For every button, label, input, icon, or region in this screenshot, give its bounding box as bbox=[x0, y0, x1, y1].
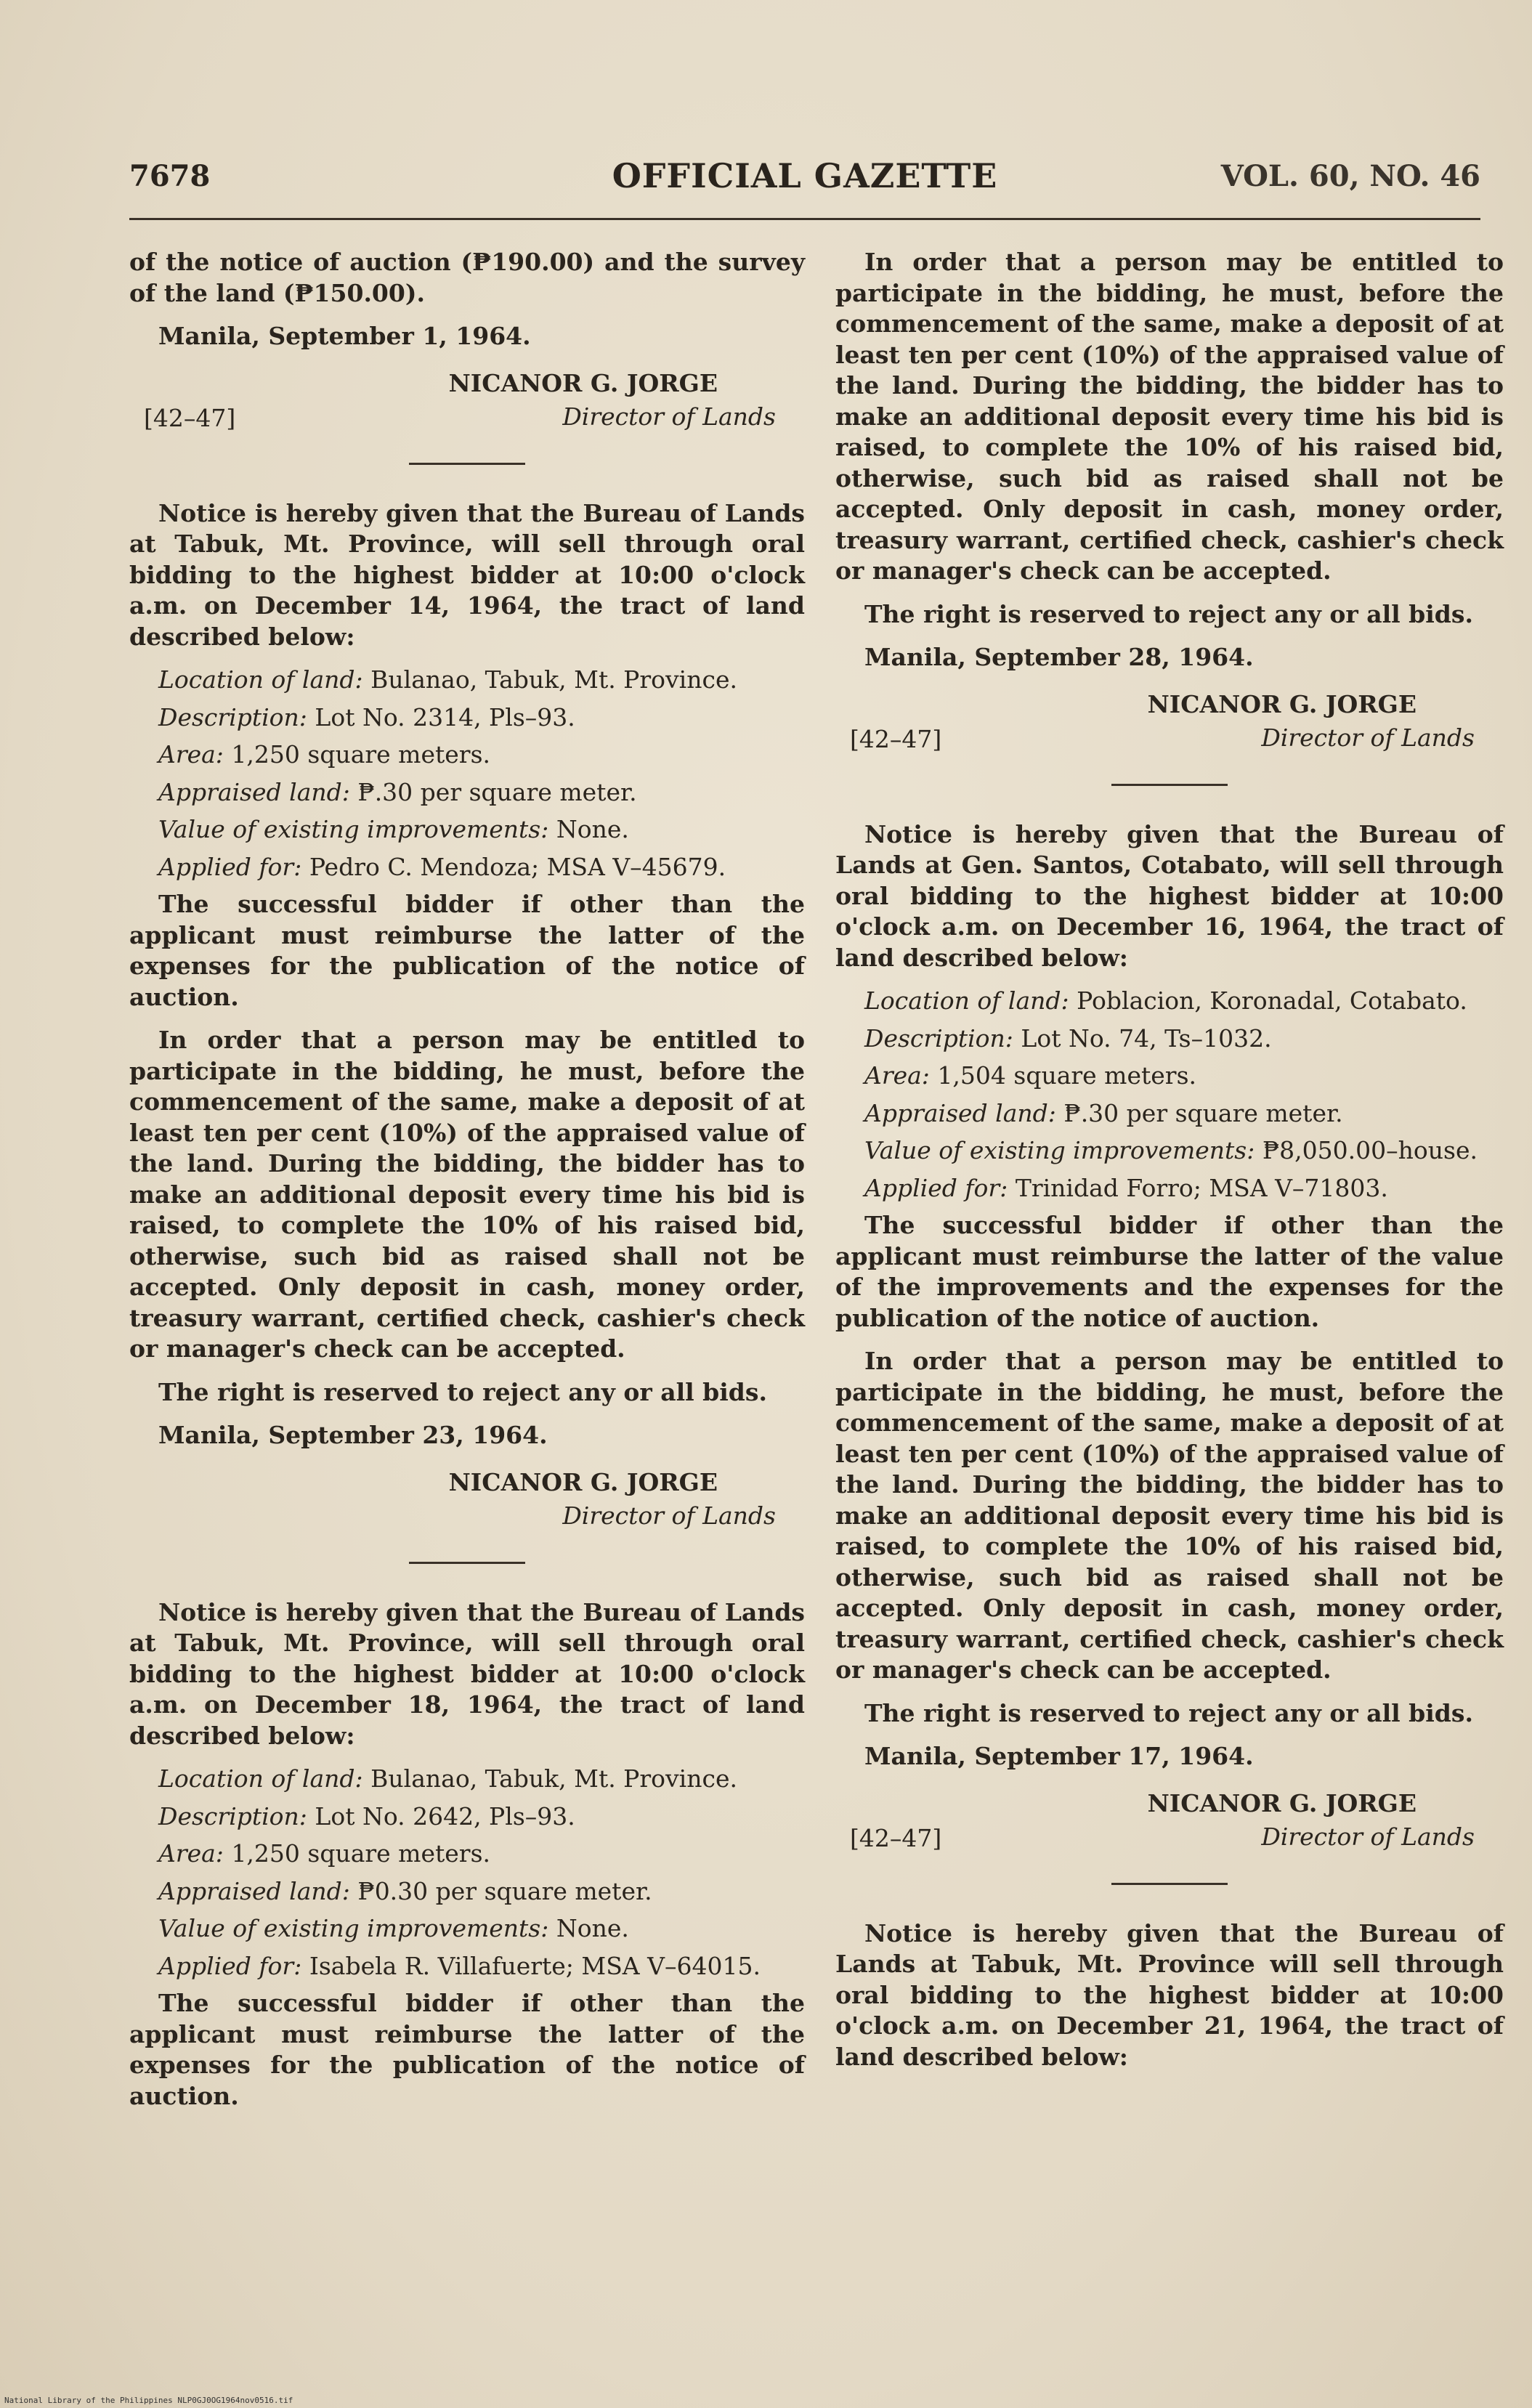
location-field: Location of land: Bulanao, Tabuk, Mt. Province. bbox=[158, 665, 737, 694]
signatory-title: Director of Lands bbox=[1261, 723, 1475, 752]
section-divider bbox=[409, 1562, 525, 1564]
reimburse-clause: The successful bidder if other than the applicant must reimburse the latter of the value of the improvements and the expenses for the publication of the notice of auction. bbox=[835, 1211, 1504, 1332]
signature-block bbox=[835, 1788, 1504, 1861]
applicant-field: Applied for: Trinidad Forro; MSA V–71803. bbox=[864, 1173, 1388, 1202]
signatory-title: Director of Lands bbox=[1261, 1822, 1475, 1851]
issue-reference: [42–47] bbox=[850, 1823, 942, 1852]
reserve-clause: The right is reserved to reject any or all bids. bbox=[864, 599, 1473, 628]
notice-body: Notice is hereby given that the Bureau of Lands at Tabuk, Mt. Province will sell through oral bidding to the highest bidder at 10:00 o'clock a.m. on December 21, 1964, the tract of land described below: bbox=[835, 1918, 1504, 2071]
signature-block bbox=[835, 689, 1504, 762]
publication-title: OFFICIAL GAZETTE bbox=[612, 156, 998, 195]
issue-reference: [42–47] bbox=[144, 403, 236, 432]
page-header bbox=[129, 156, 1480, 200]
deposit-clause: In order that a person may be entitled to participate in the bidding, he must, before the commencement of the same, make a deposit of at least ten per cent (10%) of the appraised value of the land. During the bidding, the bidder has to make an additional deposit every time his bid is raised, to complete the 10% of his raised bid, otherwise, such bid as raised shall not be accepted. Only deposit in cash, money order, treasury warrant, certified check, cashier's check or manager's check can be accepted. bbox=[835, 248, 1504, 585]
applicant-field: Applied for: Pedro C. Mendoza; MSA V–45679. bbox=[158, 852, 726, 881]
scan-footer: National Library of the Philippines NLP0GJ0OG1964nov0516.tif bbox=[4, 2396, 293, 2405]
deposit-clause: In order that a person may be entitled to participate in the bidding, he must, before the commencement of the same, make a deposit of at least ten per cent (10%) of the appraised value of the land. During the bidding, the bidder has to make an additional deposit every time his bid is raised, to complete the 10% of his raised bid, otherwise, such bid as raised shall not be accepted. Only deposit in cash, money order, treasury warrant, certified check, cashier's check or manager's check can be accepted. bbox=[129, 1026, 805, 1363]
applicant-field: Applied for: Isabela R. Villafuerte; MSA V–64015. bbox=[158, 1951, 761, 1980]
description-field: Description: Lot No. 2314, Pls–93. bbox=[158, 702, 575, 731]
signatory-name: NICANOR G. JORGE bbox=[448, 368, 718, 397]
improvements-field: Value of existing improvements: ₱8,050.00–house. bbox=[864, 1136, 1478, 1164]
reserve-clause: The right is reserved to reject any or all bids. bbox=[864, 1698, 1473, 1727]
reimburse-clause: The successful bidder if other than the applicant must reimburse the latter of the expenses for the publication of the notice of auction. bbox=[129, 890, 805, 1011]
signatory-name: NICANOR G. JORGE bbox=[448, 1467, 718, 1496]
notice-date: Manila, September 1, 1964. bbox=[158, 322, 531, 350]
notice-body: Notice is hereby given that the Bureau of Lands at Tabuk, Mt. Province, will sell through oral bidding to the highest bidder at 10:00 o'clock a.m. on December 14, 1964, the tract of land described below: bbox=[129, 498, 805, 651]
signatory-name: NICANOR G. JORGE bbox=[1147, 689, 1417, 718]
area-field: Area: 1,504 square meters. bbox=[864, 1061, 1196, 1090]
location-field: Location of land: Bulanao, Tabuk, Mt. Province. bbox=[158, 1764, 737, 1793]
deposit-clause: In order that a person may be entitled to participate in the bidding, he must, before the commencement of the same, make a deposit of at least ten per cent (10%) of the appraised value of the land. During the bidding, the bidder has to make an additional deposit every time his bid is raised, to complete the 10% of his raised bid, otherwise, such bid as raised shall not be accepted. Only deposit in cash, money order, treasury warrant, certified check, cashier's check or manager's check can be accepted. bbox=[835, 1347, 1504, 1684]
section-divider bbox=[409, 463, 525, 465]
right-column bbox=[835, 247, 1504, 2085]
location-field: Location of land: Poblacion, Koronadal, Cotabato. bbox=[864, 986, 1467, 1015]
appraised-field: Appraised land: ₱.30 per square meter. bbox=[158, 777, 637, 806]
improvements-field: Value of existing improvements: None. bbox=[158, 815, 629, 843]
issue-reference: [42–47] bbox=[850, 724, 942, 753]
notice-date: Manila, September 28, 1964. bbox=[864, 643, 1254, 671]
reimburse-clause: The successful bidder if other than the applicant must reimburse the latter of the expenses for the publication of the notice of auction. bbox=[129, 1989, 805, 2110]
signatory-name: NICANOR G. JORGE bbox=[1147, 1788, 1417, 1817]
notice-body: Notice is hereby given that the Bureau of Lands at Tabuk, Mt. Province, will sell through oral bidding to the highest bidder at 10:00 o'clock a.m. on December 18, 1964, the tract of land described below: bbox=[129, 1597, 805, 1750]
signature-block bbox=[129, 368, 805, 441]
area-field: Area: 1,250 square meters. bbox=[158, 1839, 490, 1868]
appraised-field: Appraised land: ₱0.30 per square meter. bbox=[158, 1876, 652, 1905]
page-number: 7678 bbox=[129, 159, 211, 193]
signatory-title: Director of Lands bbox=[562, 402, 776, 431]
reserve-clause: The right is reserved to reject any or all bids. bbox=[158, 1377, 767, 1406]
signatory-title: Director of Lands bbox=[562, 1501, 776, 1530]
signature-block bbox=[129, 1467, 805, 1540]
improvements-field: Value of existing improvements: None. bbox=[158, 1914, 629, 1942]
area-field: Area: 1,250 square meters. bbox=[158, 740, 490, 769]
continued-text: of the notice of auction (₱190.00) and the survey of the land (₱150.00). bbox=[129, 248, 805, 307]
notice-body: Notice is hereby given that the Bureau of Lands at Gen. Santos, Cotabato, will sell through oral bidding to the highest bidder at 10:00 o'clock a.m. on December 16, 1964, the tract of land described below: bbox=[835, 819, 1504, 972]
notice-date: Manila, September 17, 1964. bbox=[864, 1742, 1254, 1770]
volume-number: VOL. 60, NO. 46 bbox=[1220, 159, 1480, 193]
header-rule bbox=[129, 218, 1480, 220]
appraised-field: Appraised land: ₱.30 per square meter. bbox=[864, 1098, 1343, 1127]
notice-date: Manila, September 23, 1964. bbox=[158, 1421, 548, 1449]
section-divider bbox=[1111, 1883, 1228, 1885]
section-divider bbox=[1111, 784, 1228, 786]
description-field: Description: Lot No. 2642, Pls–93. bbox=[158, 1801, 575, 1831]
description-field: Description: Lot No. 74, Ts–1032. bbox=[864, 1023, 1272, 1053]
left-column bbox=[129, 247, 805, 2124]
